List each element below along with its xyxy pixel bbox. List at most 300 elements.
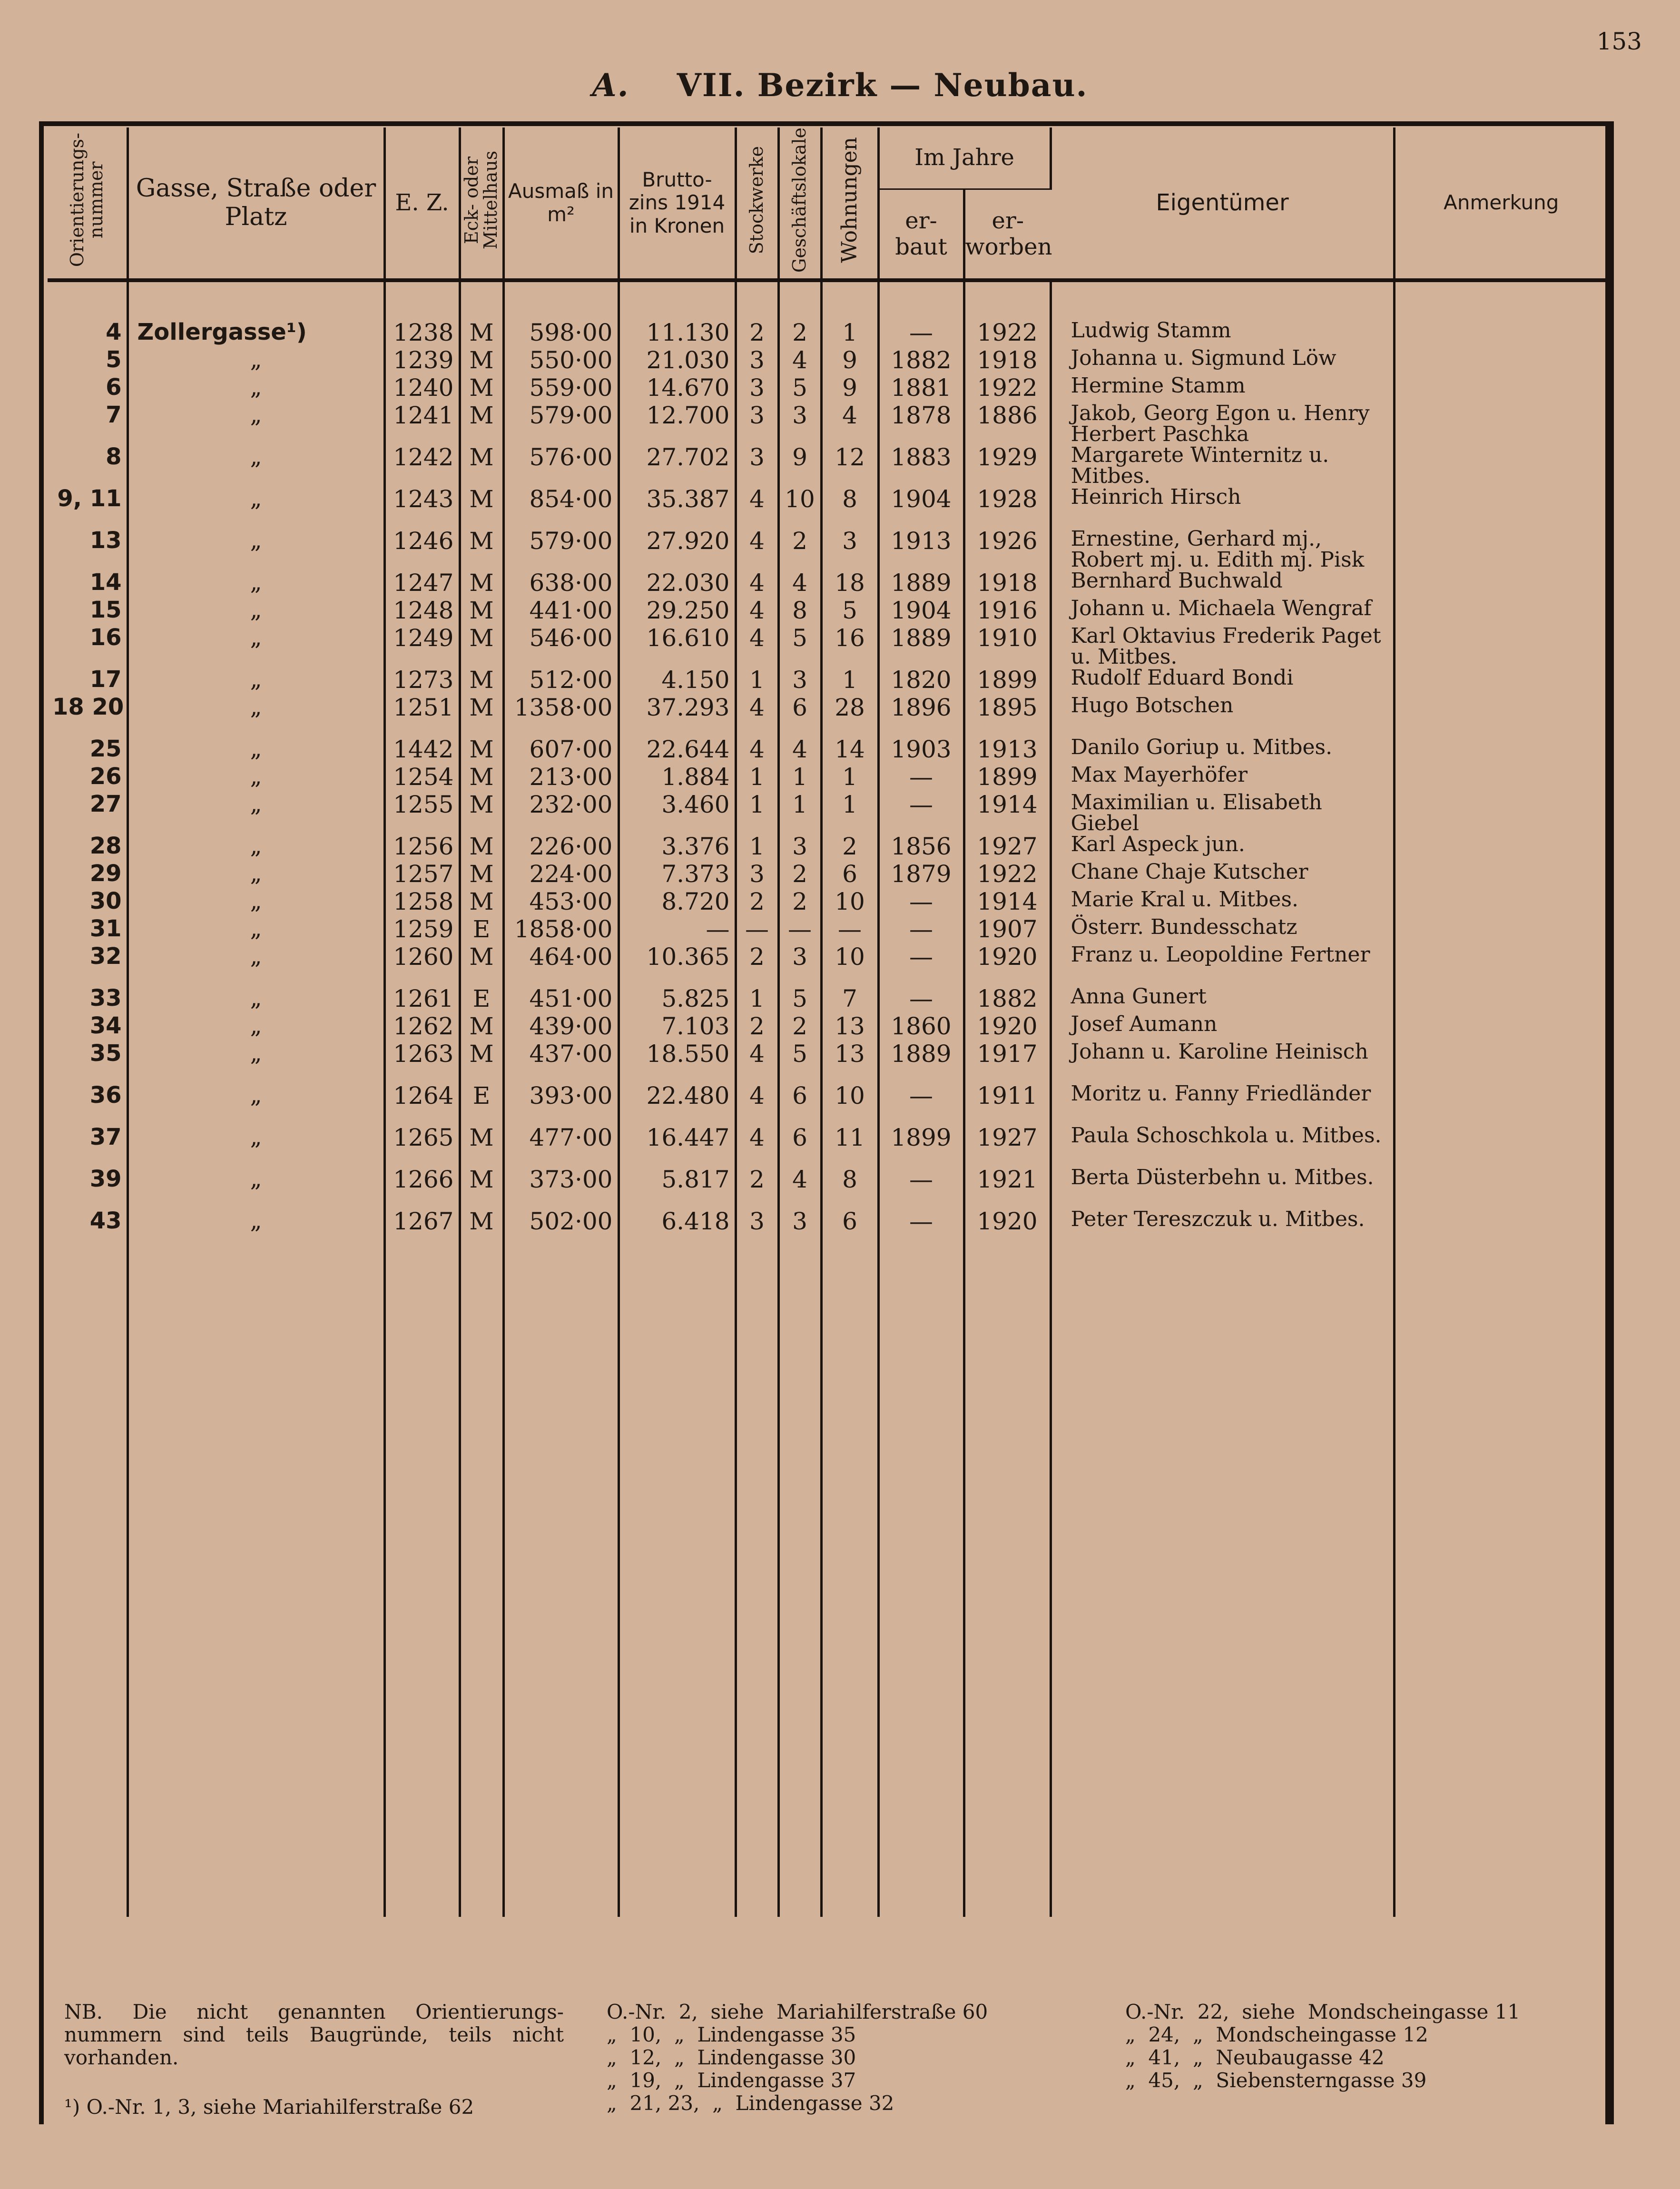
cell-wohn: 8: [821, 487, 878, 529]
table-row: [48, 695, 1607, 737]
table-row: [48, 1209, 1607, 1251]
cell-zins: 27.702: [619, 445, 736, 487]
cell-erbaut: 1889: [878, 1041, 964, 1083]
cell-gasse: „: [128, 1083, 384, 1125]
cell-typ: M: [460, 1041, 503, 1083]
cell-wohn: 6: [821, 862, 878, 889]
table-row: [48, 598, 1607, 626]
cell-typ: E: [460, 1083, 503, 1125]
cell-gesch: 6: [778, 1125, 821, 1167]
cell-gasse: „: [128, 792, 384, 834]
cell-ez: 1260: [384, 944, 460, 986]
cell-nr: 26: [48, 765, 128, 792]
cell-typ: M: [460, 1209, 503, 1251]
cell-erbaut: —: [878, 765, 964, 792]
cell-gesch: 6: [778, 1083, 821, 1125]
cell-zins: 22.030: [619, 570, 736, 598]
cell-anmerkung: [1394, 1014, 1607, 1041]
cell-stock: 3: [736, 403, 778, 445]
cell-erbaut: 1882: [878, 348, 964, 375]
cell-erworben: 1918: [964, 570, 1051, 598]
cell-gesch: 3: [778, 944, 821, 986]
empty-cell: [878, 1251, 964, 1917]
reference-line: „ 41, „ Neubaugasse 42: [1125, 2046, 1385, 2069]
cell-owner: Bernhard Buchwald: [1051, 570, 1394, 598]
cell-stock: 3: [736, 445, 778, 487]
cell-typ: M: [460, 765, 503, 792]
cell-gasse: Zollergasse¹): [128, 280, 384, 348]
cell-ausmass: 393·00: [503, 1083, 619, 1125]
table-row: [48, 375, 1607, 403]
cell-gasse: „: [128, 765, 384, 792]
reference-line: O.-Nr. 22, siehe Mondscheingasse 11: [1125, 2000, 1521, 2023]
cell-erbaut: 1903: [878, 737, 964, 765]
cell-typ: M: [460, 889, 503, 917]
cell-zins: 22.480: [619, 1083, 736, 1125]
cell-wohn: 16: [821, 626, 878, 667]
empty-cell: [128, 1251, 384, 1917]
cell-ez: 1240: [384, 375, 460, 403]
cell-wohn: 2: [821, 834, 878, 862]
table-row: [48, 1167, 1607, 1209]
cell-wohn: 5: [821, 598, 878, 626]
cell-erworben: 1927: [964, 1125, 1051, 1167]
cell-stock: 4: [736, 570, 778, 598]
cell-gasse: „: [128, 529, 384, 570]
cell-nr: 15: [48, 598, 128, 626]
cell-gesch: 10: [778, 487, 821, 529]
cell-erbaut: 1860: [878, 1014, 964, 1041]
cell-owner: Danilo Goriup u. Mitbes.: [1051, 737, 1394, 765]
table-row: [48, 986, 1607, 1014]
cell-erbaut: —: [878, 944, 964, 986]
cell-anmerkung: [1394, 889, 1607, 917]
table-row: [48, 1125, 1607, 1167]
cell-anmerkung: [1394, 986, 1607, 1014]
cell-erbaut: —: [878, 280, 964, 348]
cell-typ: M: [460, 667, 503, 695]
register-table-container: [48, 128, 1607, 1983]
cell-zins: 16.447: [619, 1125, 736, 1167]
cell-wohn: 8: [821, 1167, 878, 1209]
cell-erworben: 1927: [964, 834, 1051, 862]
cell-anmerkung: [1394, 445, 1607, 487]
cell-nr: 13: [48, 529, 128, 570]
cell-zins: 8.720: [619, 889, 736, 917]
cell-zins: 10.365: [619, 944, 736, 986]
header-im-jahre: Im Jahre: [878, 128, 1051, 189]
cell-ez: 1442: [384, 737, 460, 765]
cell-owner: Berta Düsterbehn u. Mitbes.: [1051, 1167, 1394, 1209]
cell-owner: Heinrich Hirsch: [1051, 487, 1394, 529]
cell-stock: 2: [736, 889, 778, 917]
cell-gesch: 1: [778, 765, 821, 792]
cell-erbaut: —: [878, 1209, 964, 1251]
header-eck-mittelhaus: Eck- oder Mittelhaus: [460, 128, 503, 280]
cell-ez: 1265: [384, 1125, 460, 1167]
cell-ez: 1259: [384, 917, 460, 944]
cell-anmerkung: [1394, 1125, 1607, 1167]
cell-anmerkung: [1394, 737, 1607, 765]
cell-anmerkung: [1394, 529, 1607, 570]
cell-owner: Hugo Botschen: [1051, 695, 1394, 737]
footer: [64, 2001, 1577, 2124]
cell-nr: 43: [48, 1209, 128, 1251]
cell-gesch: 5: [778, 375, 821, 403]
cell-zins: —: [619, 917, 736, 944]
cell-owner: Hermine Stamm: [1051, 375, 1394, 403]
cell-erbaut: 1878: [878, 403, 964, 445]
cell-owner: Karl Oktavius Frederik Paget u. Mitbes.: [1051, 626, 1394, 667]
cell-ez: 1241: [384, 403, 460, 445]
cell-ausmass: 546·00: [503, 626, 619, 667]
cell-gasse: „: [128, 1041, 384, 1083]
cell-erworben: 1918: [964, 348, 1051, 375]
cell-erworben: 1913: [964, 737, 1051, 765]
table-row: [48, 792, 1607, 834]
cell-wohn: 10: [821, 1083, 878, 1125]
cell-zins: 37.293: [619, 695, 736, 737]
cell-erworben: 1914: [964, 889, 1051, 917]
cell-typ: M: [460, 375, 503, 403]
cell-gasse: „: [128, 1209, 384, 1251]
cell-anmerkung: [1394, 695, 1607, 737]
header-eigentuemer: Eigentümer: [1051, 128, 1394, 280]
cell-nr: 29: [48, 862, 128, 889]
cell-gesch: 5: [778, 626, 821, 667]
cell-zins: 27.920: [619, 529, 736, 570]
cell-zins: 7.373: [619, 862, 736, 889]
cell-erworben: 1922: [964, 375, 1051, 403]
page-title: [0, 67, 1680, 104]
empty-cell: [964, 1251, 1051, 1917]
cell-gasse: „: [128, 445, 384, 487]
cell-zins: 7.103: [619, 1014, 736, 1041]
reference-line: „ 19, „ Lindengasse 37: [607, 2069, 856, 2092]
cell-erbaut: 1856: [878, 834, 964, 862]
cell-zins: 11.130: [619, 280, 736, 348]
cell-zins: 3.460: [619, 792, 736, 834]
cell-ausmass: 437·00: [503, 1041, 619, 1083]
cell-anmerkung: [1394, 765, 1607, 792]
cell-zins: 22.644: [619, 737, 736, 765]
cell-ez: 1273: [384, 667, 460, 695]
cell-stock: 2: [736, 944, 778, 986]
reference-line: „ 24, „ Mondscheingasse 12: [1125, 2023, 1428, 2046]
cell-gesch: 5: [778, 1041, 821, 1083]
cell-nr: 25: [48, 737, 128, 765]
cell-stock: 1: [736, 986, 778, 1014]
empty-cell: [821, 1251, 878, 1917]
empty-cell: [1051, 1251, 1394, 1917]
cell-nr: 5: [48, 348, 128, 375]
cell-typ: M: [460, 1014, 503, 1041]
register-table: [48, 128, 1607, 1917]
cell-nr: 35: [48, 1041, 128, 1083]
cell-erbaut: 1904: [878, 487, 964, 529]
cell-wohn: 13: [821, 1014, 878, 1041]
header-stockwerke: Stockwerke: [736, 128, 778, 280]
cell-typ: M: [460, 487, 503, 529]
table-row: [48, 862, 1607, 889]
table-row: [48, 348, 1607, 375]
cell-gesch: 4: [778, 737, 821, 765]
cell-owner: Jakob, Georg Egon u. Henry Herbert Paschka: [1051, 403, 1394, 445]
cell-anmerkung: [1394, 570, 1607, 598]
cell-ez: 1267: [384, 1209, 460, 1251]
cell-nr: 9, 11: [48, 487, 128, 529]
cell-gesch: 3: [778, 834, 821, 862]
empty-cell: [503, 1251, 619, 1917]
header-geschaeftslokale: Geschäftslokale: [778, 128, 821, 280]
cell-erbaut: —: [878, 986, 964, 1014]
cell-ausmass: 512·00: [503, 667, 619, 695]
cell-zins: 16.610: [619, 626, 736, 667]
cell-gesch: 3: [778, 403, 821, 445]
cell-wohn: 7: [821, 986, 878, 1014]
table-row: [48, 1014, 1607, 1041]
cell-wohn: —: [821, 917, 878, 944]
cell-gesch: 4: [778, 570, 821, 598]
cell-typ: M: [460, 348, 503, 375]
page-number: 153: [1596, 28, 1642, 55]
cell-ausmass: 550·00: [503, 348, 619, 375]
cell-ez: 1264: [384, 1083, 460, 1125]
table-body: [48, 280, 1607, 1917]
table-row: [48, 834, 1607, 862]
cell-erbaut: —: [878, 917, 964, 944]
cell-owner: Chane Chaje Kutscher: [1051, 862, 1394, 889]
cell-gesch: 8: [778, 598, 821, 626]
cell-erbaut: 1881: [878, 375, 964, 403]
cell-anmerkung: [1394, 834, 1607, 862]
cell-stock: 4: [736, 1041, 778, 1083]
empty-cell: [48, 1251, 128, 1917]
cell-wohn: 14: [821, 737, 878, 765]
cell-erworben: 1926: [964, 529, 1051, 570]
cell-nr: 17: [48, 667, 128, 695]
cell-nr: 7: [48, 403, 128, 445]
cell-wohn: 1: [821, 792, 878, 834]
footer-references-right: [1125, 2001, 1592, 2092]
cell-gasse: „: [128, 737, 384, 765]
cell-gesch: 3: [778, 1209, 821, 1251]
cell-stock: 3: [736, 375, 778, 403]
table-header: [48, 128, 1607, 280]
cell-zins: 6.418: [619, 1209, 736, 1251]
cell-anmerkung: [1394, 1167, 1607, 1209]
cell-erbaut: 1896: [878, 695, 964, 737]
cell-erbaut: —: [878, 1167, 964, 1209]
cell-erbaut: 1899: [878, 1125, 964, 1167]
cell-ez: 1257: [384, 862, 460, 889]
cell-wohn: 10: [821, 889, 878, 917]
cell-stock: 2: [736, 280, 778, 348]
empty-cell: [384, 1251, 460, 1917]
cell-stock: 3: [736, 348, 778, 375]
cell-erbaut: 1904: [878, 598, 964, 626]
header-bruttozins: Brutto- zins 1914 in Kronen: [619, 128, 736, 280]
cell-ez: 1247: [384, 570, 460, 598]
cell-nr: 36: [48, 1083, 128, 1125]
cell-erworben: 1910: [964, 626, 1051, 667]
cell-gasse: „: [128, 917, 384, 944]
cell-owner: Paula Schoschkola u. Mitbes.: [1051, 1125, 1394, 1167]
cell-typ: M: [460, 529, 503, 570]
empty-cell: [460, 1251, 503, 1917]
cell-typ: M: [460, 626, 503, 667]
cell-erworben: 1920: [964, 1014, 1051, 1041]
cell-erworben: 1886: [964, 403, 1051, 445]
table-row: [48, 1083, 1607, 1125]
cell-anmerkung: [1394, 348, 1607, 375]
cell-stock: 4: [736, 598, 778, 626]
empty-cell: [1394, 1251, 1607, 1917]
cell-zins: 5.817: [619, 1167, 736, 1209]
empty-cell: [736, 1251, 778, 1917]
cell-wohn: 1: [821, 765, 878, 792]
cell-ez: 1255: [384, 792, 460, 834]
cell-nr: 27: [48, 792, 128, 834]
cell-nr: 39: [48, 1167, 128, 1209]
table-row: [48, 280, 1607, 348]
cell-ausmass: 224·00: [503, 862, 619, 889]
cell-ez: 1263: [384, 1041, 460, 1083]
cell-ausmass: 464·00: [503, 944, 619, 986]
cell-ausmass: 607·00: [503, 737, 619, 765]
cell-anmerkung: [1394, 667, 1607, 695]
cell-ez: 1256: [384, 834, 460, 862]
cell-erbaut: 1889: [878, 626, 964, 667]
cell-stock: 4: [736, 487, 778, 529]
cell-owner: Moritz u. Fanny Friedländer: [1051, 1083, 1394, 1125]
cell-ez: 1242: [384, 445, 460, 487]
cell-gasse: „: [128, 570, 384, 598]
cell-nr: 6: [48, 375, 128, 403]
header-ausmass: Ausmaß in m²: [503, 128, 619, 280]
cell-stock: 2: [736, 1014, 778, 1041]
cell-anmerkung: [1394, 403, 1607, 445]
cell-anmerkung: [1394, 1041, 1607, 1083]
cell-nr: 37: [48, 1125, 128, 1167]
cell-erworben: 1929: [964, 445, 1051, 487]
cell-typ: M: [460, 944, 503, 986]
cell-typ: M: [460, 737, 503, 765]
cell-owner: Ludwig Stamm: [1051, 280, 1394, 348]
header-erbaut: er- baut: [878, 189, 964, 280]
cell-anmerkung: [1394, 598, 1607, 626]
cell-wohn: 9: [821, 348, 878, 375]
cell-ez: 1262: [384, 1014, 460, 1041]
cell-ez: 1238: [384, 280, 460, 348]
cell-anmerkung: [1394, 626, 1607, 667]
cell-gasse: „: [128, 834, 384, 862]
cell-stock: 1: [736, 834, 778, 862]
cell-wohn: 10: [821, 944, 878, 986]
table-row: [48, 765, 1607, 792]
cell-wohn: 4: [821, 403, 878, 445]
cell-anmerkung: [1394, 1083, 1607, 1125]
cell-nr: 14: [48, 570, 128, 598]
cell-gesch: 2: [778, 529, 821, 570]
cell-gesch: 6: [778, 695, 821, 737]
footer-references-left: [607, 2001, 1092, 2115]
cell-erworben: 1921: [964, 1167, 1051, 1209]
cell-gasse: „: [128, 348, 384, 375]
cell-ausmass: 373·00: [503, 1167, 619, 1209]
cell-typ: M: [460, 598, 503, 626]
cell-wohn: 1: [821, 667, 878, 695]
cell-ausmass: 576·00: [503, 445, 619, 487]
cell-stock: 1: [736, 667, 778, 695]
cell-erworben: 1899: [964, 765, 1051, 792]
cell-wohn: 6: [821, 1209, 878, 1251]
cell-erbaut: 1913: [878, 529, 964, 570]
cell-wohn: 28: [821, 695, 878, 737]
cell-wohn: 3: [821, 529, 878, 570]
cell-gasse: „: [128, 889, 384, 917]
reference-line: O.-Nr. 2, siehe Mariahilferstraße 60: [607, 2000, 988, 2023]
cell-gasse: „: [128, 1125, 384, 1167]
cell-anmerkung: [1394, 917, 1607, 944]
cell-ez: 1251: [384, 695, 460, 737]
cell-erbaut: 1883: [878, 445, 964, 487]
cell-erbaut: —: [878, 1083, 964, 1125]
cell-ez: 1239: [384, 348, 460, 375]
cell-ausmass: 226·00: [503, 834, 619, 862]
cell-zins: 3.376: [619, 834, 736, 862]
cell-erworben: 1916: [964, 598, 1051, 626]
cell-zins: 14.670: [619, 375, 736, 403]
cell-owner: Marie Kral u. Mitbes.: [1051, 889, 1394, 917]
cell-ausmass: 213·00: [503, 765, 619, 792]
cell-owner: Rudolf Eduard Bondi: [1051, 667, 1394, 695]
cell-ez: 1261: [384, 986, 460, 1014]
empty-cell: [619, 1251, 736, 1917]
cell-gasse: „: [128, 375, 384, 403]
cell-anmerkung: [1394, 1209, 1607, 1251]
cell-gasse: „: [128, 862, 384, 889]
cell-ausmass: 453·00: [503, 889, 619, 917]
cell-stock: —: [736, 917, 778, 944]
header-anmerkung: Anmerkung: [1394, 128, 1607, 280]
table-row: [48, 1041, 1607, 1083]
cell-wohn: 18: [821, 570, 878, 598]
table-row: [48, 403, 1607, 445]
header-gasse: Gasse, Straße oder Platz: [128, 128, 384, 280]
cell-ausmass: 451·00: [503, 986, 619, 1014]
cell-nr: 28: [48, 834, 128, 862]
cell-zins: 12.700: [619, 403, 736, 445]
cell-erworben: 1922: [964, 862, 1051, 889]
cell-anmerkung: [1394, 375, 1607, 403]
cell-typ: M: [460, 695, 503, 737]
cell-gesch: 2: [778, 889, 821, 917]
cell-gasse: „: [128, 695, 384, 737]
cell-ausmass: 1358·00: [503, 695, 619, 737]
cell-ez: 1249: [384, 626, 460, 667]
cell-nr: 18 20: [48, 695, 128, 737]
cell-nr: 4: [48, 280, 128, 348]
cell-gasse: „: [128, 403, 384, 445]
table-row: [48, 445, 1607, 487]
cell-owner: Margarete Winternitz u. Mitbes.: [1051, 445, 1394, 487]
cell-erbaut: 1820: [878, 667, 964, 695]
cell-gesch: 2: [778, 1014, 821, 1041]
cell-owner: Ernestine, Gerhard mj., Robert mj. u. Edith mj. Pisk: [1051, 529, 1394, 570]
cell-zins: 1.884: [619, 765, 736, 792]
cell-erworben: 1907: [964, 917, 1051, 944]
